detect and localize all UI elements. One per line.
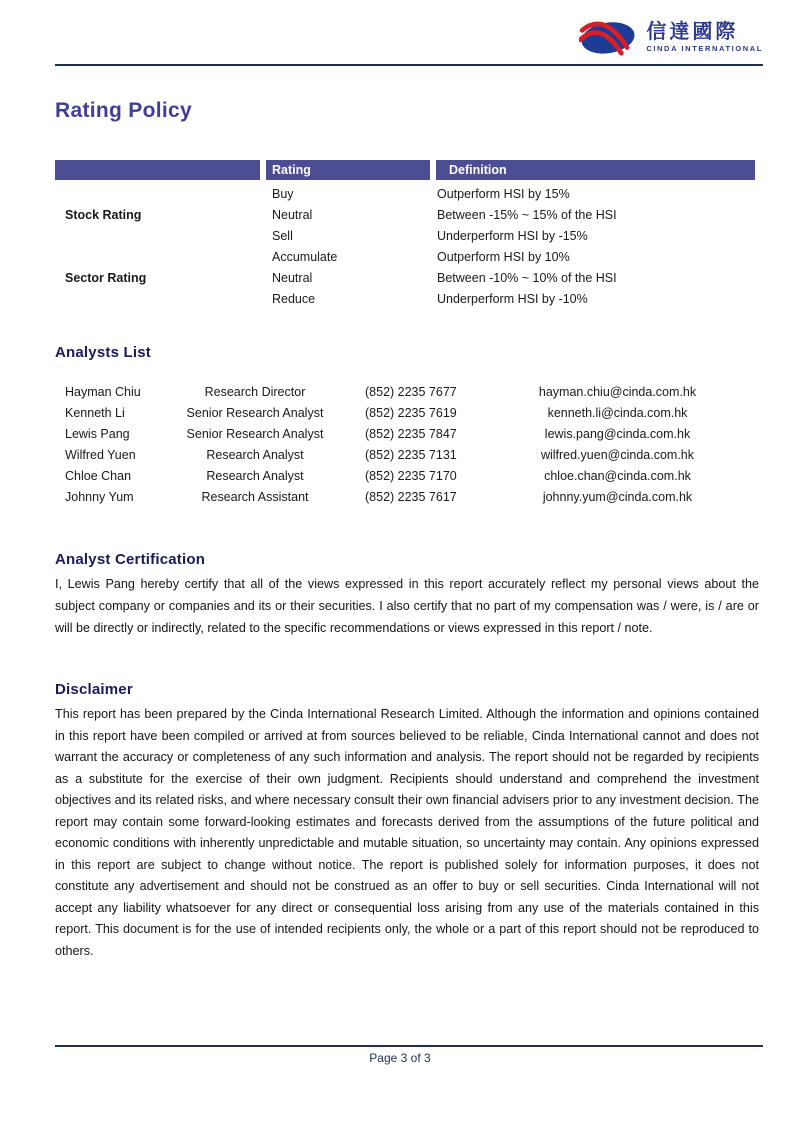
definition-cell: Outperform HSI by 15%: [437, 186, 570, 201]
rating-table-header-rating: Rating: [266, 160, 430, 180]
analyst-email: johnny.yum@cinda.com.hk: [542, 489, 693, 504]
analyst-name: Lewis Pang: [65, 426, 130, 441]
analyst-certification-heading: Analyst Certification: [55, 551, 206, 568]
analyst-phone: (852) 2235 7131: [365, 447, 457, 462]
analyst-email: kenneth.li@cinda.com.hk: [547, 405, 688, 420]
rating-cell: Sell: [272, 228, 293, 243]
analyst-name: Kenneth Li: [65, 405, 125, 420]
definition-cell: Underperform HSI by -15%: [437, 228, 588, 243]
analyst-name: Chloe Chan: [65, 468, 132, 483]
definition-cell: Outperform HSI by 10%: [437, 249, 570, 264]
definition-cell: Underperform HSI by -10%: [437, 291, 588, 306]
analyst-phone: (852) 2235 7617: [365, 489, 457, 504]
logo-text: [646, 20, 763, 54]
analyst-email: wilfred.yuen@cinda.com.hk: [540, 447, 695, 462]
analyst-title: Research Analyst: [206, 468, 304, 483]
page-number: Page 3 of 3: [369, 1051, 431, 1065]
rating-table-header-definition: Definition: [436, 160, 755, 180]
analyst-phone: (852) 2235 7847: [365, 426, 457, 441]
analyst-phone: (852) 2235 7677: [365, 384, 457, 399]
analyst-name: Wilfred Yuen: [65, 447, 136, 462]
analyst-name: Hayman Chiu: [65, 384, 141, 399]
company-logo: [579, 16, 763, 58]
rating-cell: Reduce: [272, 291, 316, 306]
rating-cell: Buy: [272, 186, 294, 201]
logo-english-name: CINDA INTERNATIONAL: [646, 44, 763, 53]
rating-table-header-blank: [55, 160, 260, 180]
rating-policy-table: [55, 160, 755, 309]
analyst-certification-text: I, Lewis Pang hereby certify that all of the views expressed in this report accurately reflect my personal views about the subject company or companies and its or their securities. I also certify that no part of my compensation was / were, is / are or will be directly or indirectly, related to the specific recommendations or views expressed in this report / note.: [55, 577, 759, 635]
disclaimer-heading: Disclaimer: [55, 681, 133, 698]
analyst-title: Senior Research Analyst: [186, 405, 324, 420]
analyst-phone: (852) 2235 7170: [365, 468, 457, 483]
cinda-logo-icon: [579, 16, 637, 58]
rating-cell: Neutral: [272, 270, 313, 285]
analyst-phone: (852) 2235 7619: [365, 405, 457, 420]
analysts-table: [55, 381, 755, 507]
rating-cell: Accumulate: [272, 249, 338, 264]
group-label-stock-rating: Stock Rating: [65, 207, 142, 222]
page-title: Rating Policy: [55, 99, 192, 122]
analyst-email: chloe.chan@cinda.com.hk: [544, 468, 691, 483]
footer-divider: [55, 1045, 763, 1047]
analyst-title: Research Analyst: [206, 447, 304, 462]
analyst-title: Research Director: [204, 384, 306, 399]
definition-cell: Between -10% ~ 10% of the HSI: [437, 270, 617, 285]
group-label-sector-rating: Sector Rating: [65, 270, 147, 285]
definition-cell: Between -15% ~ 15% of the HSI: [437, 207, 617, 222]
analyst-email: lewis.pang@cinda.com.hk: [544, 426, 691, 441]
analyst-email: hayman.chiu@cinda.com.hk: [538, 384, 697, 399]
analyst-title: Research Assistant: [201, 489, 309, 504]
rating-table-header: [55, 160, 755, 180]
logo-chinese-name: 信達國際: [646, 21, 739, 43]
analysts-list-heading: Analysts List: [55, 344, 151, 361]
header-divider: [55, 64, 763, 66]
disclaimer-text: This report has been prepared by the Cinda International Research Limited. Although the information and opinions contained in this report have been compiled or arrived at from sources believed to be reliable, Cinda International cannot and does not warrant the accuracy or completeness of any such information and analysis. The report should not be regarded by recipients as a substitute for the exercise of their own judgment. Recipients should understand and comprehend the investment objectives and its related risks, and where necessary consult their own financial advisers prior to any investment decision. The report may contain some forward-looking estimates and forecasts derived from the assumptions of the future political and economic conditions with inherently unpredictable and mutable situation, so uncertainty may contain. Any opinions expressed in this report are subject to change without notice. The report is published solely for information purposes, it does not constitute any advertisement and should not be construed as an offer to buy or sell securities. Cinda International will not accept any liability whatsoever for any direct or consequential loss arising from any use of the materials contained in this report. This document is for the use of intended recipients only, the whole or a part of this report should not be reproduced to others.: [55, 707, 759, 958]
analyst-title: Senior Research Analyst: [186, 426, 324, 441]
rating-cell: Neutral: [272, 207, 313, 222]
rating-table-body: [55, 180, 755, 309]
analyst-name: Johnny Yum: [65, 489, 134, 504]
